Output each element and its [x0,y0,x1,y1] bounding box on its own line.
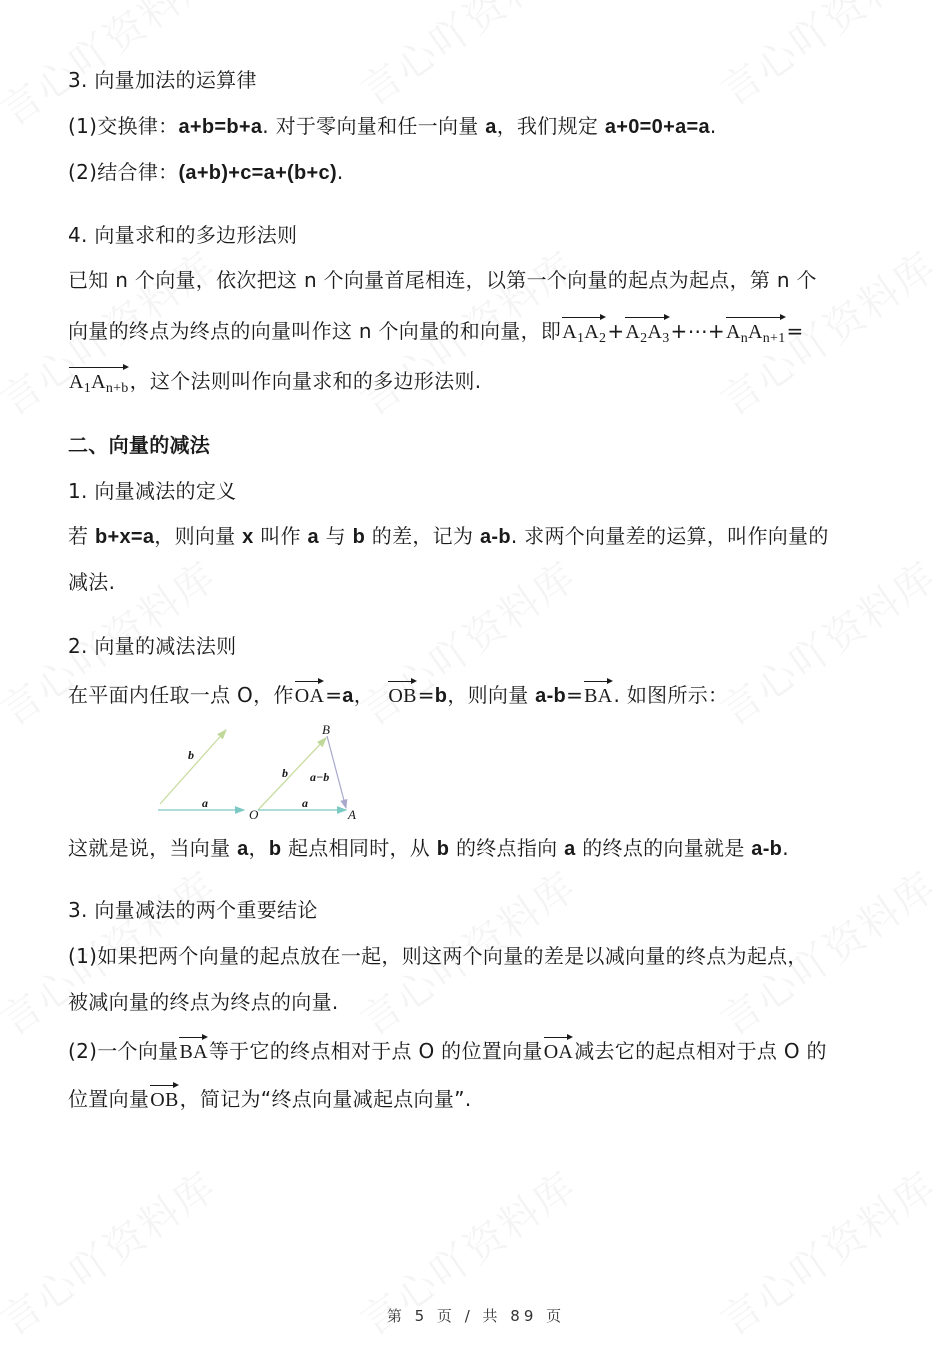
heading-conclusions: 3. 向量减法的两个重要结论 [68,898,318,922]
heading-addition-laws: 3. 向量加法的运算律 [68,68,257,92]
vector-b-left [160,730,226,804]
vector-oa: OA [295,678,325,710]
text: . 对于零向量和任一向量 [262,114,486,138]
vector-ob: OB [388,678,416,710]
label: (2)结合律： [68,160,179,184]
vector-anan1: $A_nA_{n+1}$ [726,314,786,353]
text: . [336,160,344,184]
vector-a1anb: $A_1A_{n+b}$ [69,364,129,403]
label-o: O [249,807,259,822]
label-b-right: b [282,766,288,780]
section-title-subtraction: 二、向量的减法 [68,433,211,457]
heading-subtraction-definition: 1. 向量减法的定义 [68,479,237,503]
label-b-point: B [322,722,330,737]
associative-law [68,158,344,187]
label-b-left: b [188,748,194,762]
conclusion-1-line-2: 被减向量的终点为终点的向量. [68,990,339,1014]
vector-ob-c2: OB [150,1082,178,1114]
vector-a1a2: $A_1A_2$ [562,314,606,353]
symbol: a [485,116,497,138]
ellipsis: +⋯+ [670,319,725,343]
label-a-minus-b: a−b [310,770,330,784]
text: 向量的终点为终点的向量叫作这 n 个向量的和向量，即 [68,319,562,343]
text: ，这个法则叫作向量求和的多边形法则. [129,369,482,393]
vector-oa-c2: OA [544,1034,574,1066]
formula: a+b=b+a [178,116,263,138]
label: (1)交换律： [68,114,179,138]
heading-subtraction-rule: 2. 向量的减法法则 [68,634,237,658]
definition-line-2: 减法. [68,570,116,594]
vector-ba-fig [327,736,346,808]
label-a-left: a [202,796,208,810]
vector-a2a3: $A_2A_3$ [625,314,669,353]
subtraction-rule-line: 在平面内任取一点 O，作OA=a， OB=b，则向量 a-b=BA. 如图所示： [68,678,728,710]
heading-polygon-rule: 4. 向量求和的多边形法则 [68,223,298,247]
polygon-rule-line-2 [68,314,804,353]
equals-sign: = [786,319,804,343]
explanation-line: 这就是说，当向量 a，b 起点相同时，从 b 的终点指向 a 的终点的向量就是 a-b. [68,836,789,860]
conclusion-1-line-1: (1)如果把两个向量的起点放在一起，则这两个向量的差是以减向量的终点为起点， [68,944,808,968]
text: ，我们规定 [496,114,605,138]
formula: (a+b)+c=a+(b+c) [178,162,337,184]
label-a-point: A [348,807,356,822]
vector-ba-c2: BA [179,1034,207,1066]
text: . [709,114,717,138]
vector-ba: BA [584,678,612,710]
polygon-rule-line-1: 已知 n 个向量，依次把这 n 个向量首尾相连，以第一个向量的起点为起点，第 n 个 [68,268,817,292]
conclusion-2-line-2: 位置向量OB，简记为“终点向量减起点向量”. [68,1082,471,1114]
formula: a+0=0+a=a [604,116,710,138]
page-number-footer: 第 5 页 / 共 89 页 [386,1307,566,1325]
polygon-rule-line-3 [68,364,481,403]
label-a-right: a [302,796,308,810]
vector-subtraction-figure [148,718,378,828]
commutative-law [68,112,717,141]
plus-sign: + [607,319,625,343]
definition-line-1: 若 b+x=a，则向量 x 叫作 a 与 b 的差，记为 a-b. 求两个向量差的运算，叫作向量的 [68,524,829,548]
conclusion-2-line-1: (2)一个向量BA等于它的终点相对于点 O 的位置向量OA减去它的起点相对于点 O 的 [68,1034,827,1066]
